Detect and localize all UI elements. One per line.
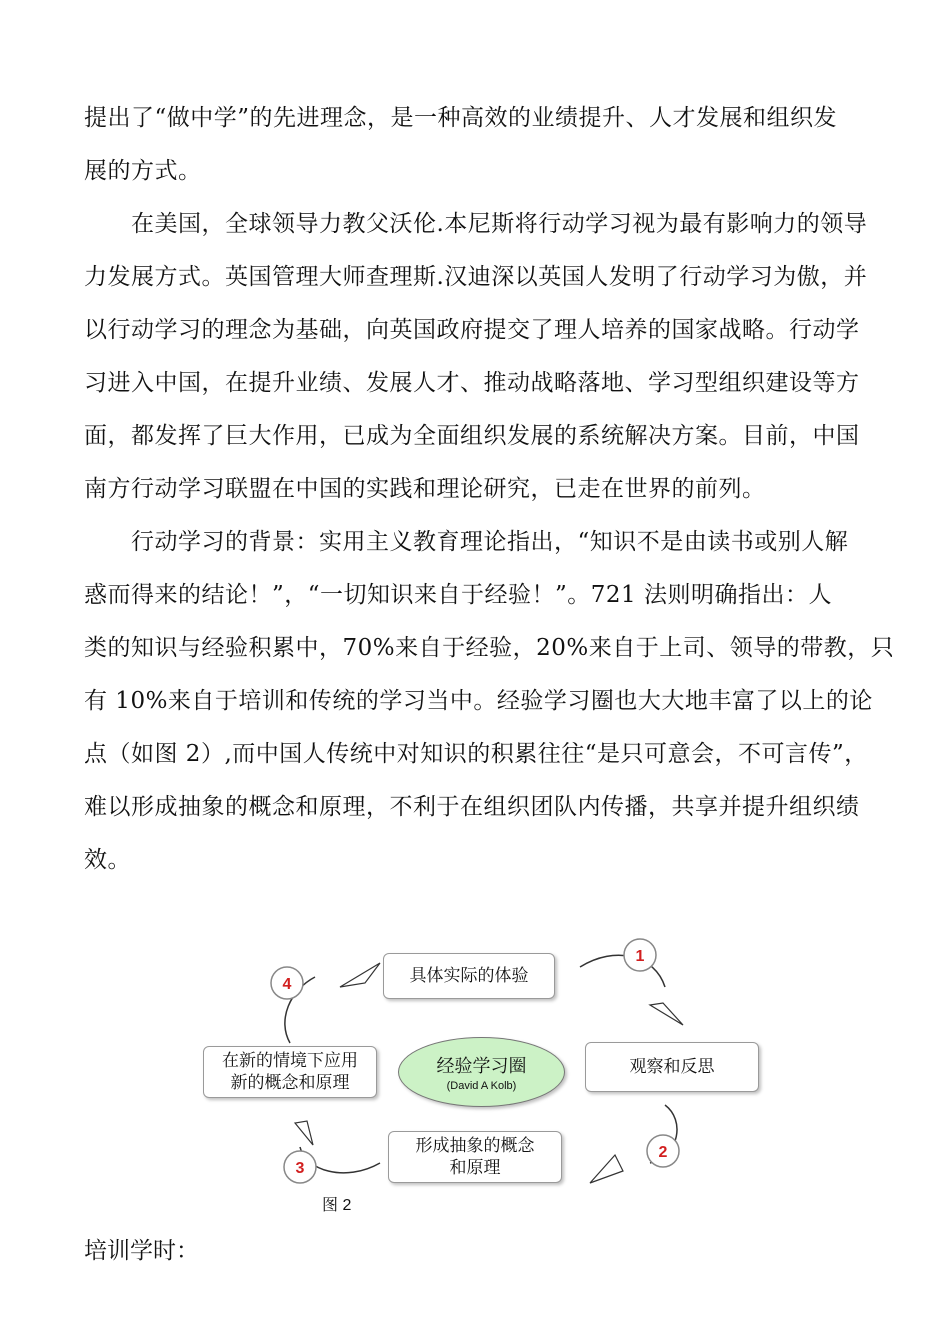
body-text	[84, 92, 895, 887]
text-line: 惑而得来的结论！”，“一切知识来自于经验！”。721 法则明确指出：人	[84, 582, 832, 608]
text-line: 力发展方式。英国管理大师查理斯.汉迪深以英国人发明了行动学习为傲，并	[84, 264, 868, 290]
stage-label-line1: 在新的情境下应用	[222, 1051, 358, 1071]
stage-label-line2: 新的概念和原理	[230, 1073, 350, 1093]
text-line: 南方行动学习联盟在中国的实践和理论研究，已走在世界的前列。	[84, 476, 766, 502]
stage-label-line1: 形成抽象的概念	[415, 1136, 535, 1156]
figure-caption: 图 2	[322, 1197, 352, 1214]
center-ellipse	[398, 1037, 565, 1107]
text-line: 类的知识与经验积累中，70%来自于经验，20%来自于上司、领导的带教，只	[84, 635, 895, 661]
stage-reflection	[585, 1042, 759, 1092]
step-4-number: 4	[282, 976, 292, 993]
section-heading: 培训学时：	[84, 1238, 199, 1264]
text-line: 提出了“做中学”的先进理念，是一种高效的业绩提升、人才发展和组织发	[84, 105, 838, 131]
text-line: 点（如图 2）,而中国人传统中对知识的积累往往“是只可意会，不可言传”，	[84, 741, 868, 767]
text-line: 以行动学习的理念为基础，向英国政府提交了理人培养的国家战略。行动学	[84, 317, 860, 343]
text-line: 在美国，全球领导力教父沃伦.本尼斯将行动学习视为最有影响力的领导	[84, 211, 868, 237]
stage-concrete-experience	[383, 953, 555, 999]
stage-abstract-concepts	[388, 1131, 562, 1183]
text-line: 行动学习的背景：实用主义教育理论指出，“知识不是由读书或别人解	[84, 529, 849, 555]
stage-label: 观察和反思	[629, 1057, 715, 1077]
step-2-number: 2	[658, 1144, 668, 1161]
stage-active-experimentation	[203, 1046, 377, 1098]
text-line: 难以形成抽象的概念和原理，不利于在组织团队内传播，共享并提升组织绩	[84, 794, 860, 820]
text-line: 习进入中国，在提升业绩、发展人才、推动战略落地、学习型组织建设等方	[84, 370, 860, 396]
step-3-number: 3	[295, 1160, 305, 1177]
center-title: 经验学习圈	[436, 1056, 527, 1077]
stage-label: 具体实际的体验	[409, 966, 529, 986]
center-subtitle: (David A Kolb)	[446, 1080, 517, 1092]
text-line: 效。	[84, 847, 131, 873]
text-line: 有 10%来自于培训和传统的学习当中。经验学习圈也大大地丰富了以上的论	[84, 688, 873, 714]
text-line: 面，都发挥了巨大作用，已成为全面组织发展的系统解决方案。目前，中国	[84, 423, 860, 449]
text-line: 展的方式。	[84, 158, 202, 184]
stage-label-line2: 和原理	[449, 1158, 501, 1178]
step-1-number: 1	[635, 948, 645, 965]
kolb-cycle-diagram	[195, 925, 775, 1190]
